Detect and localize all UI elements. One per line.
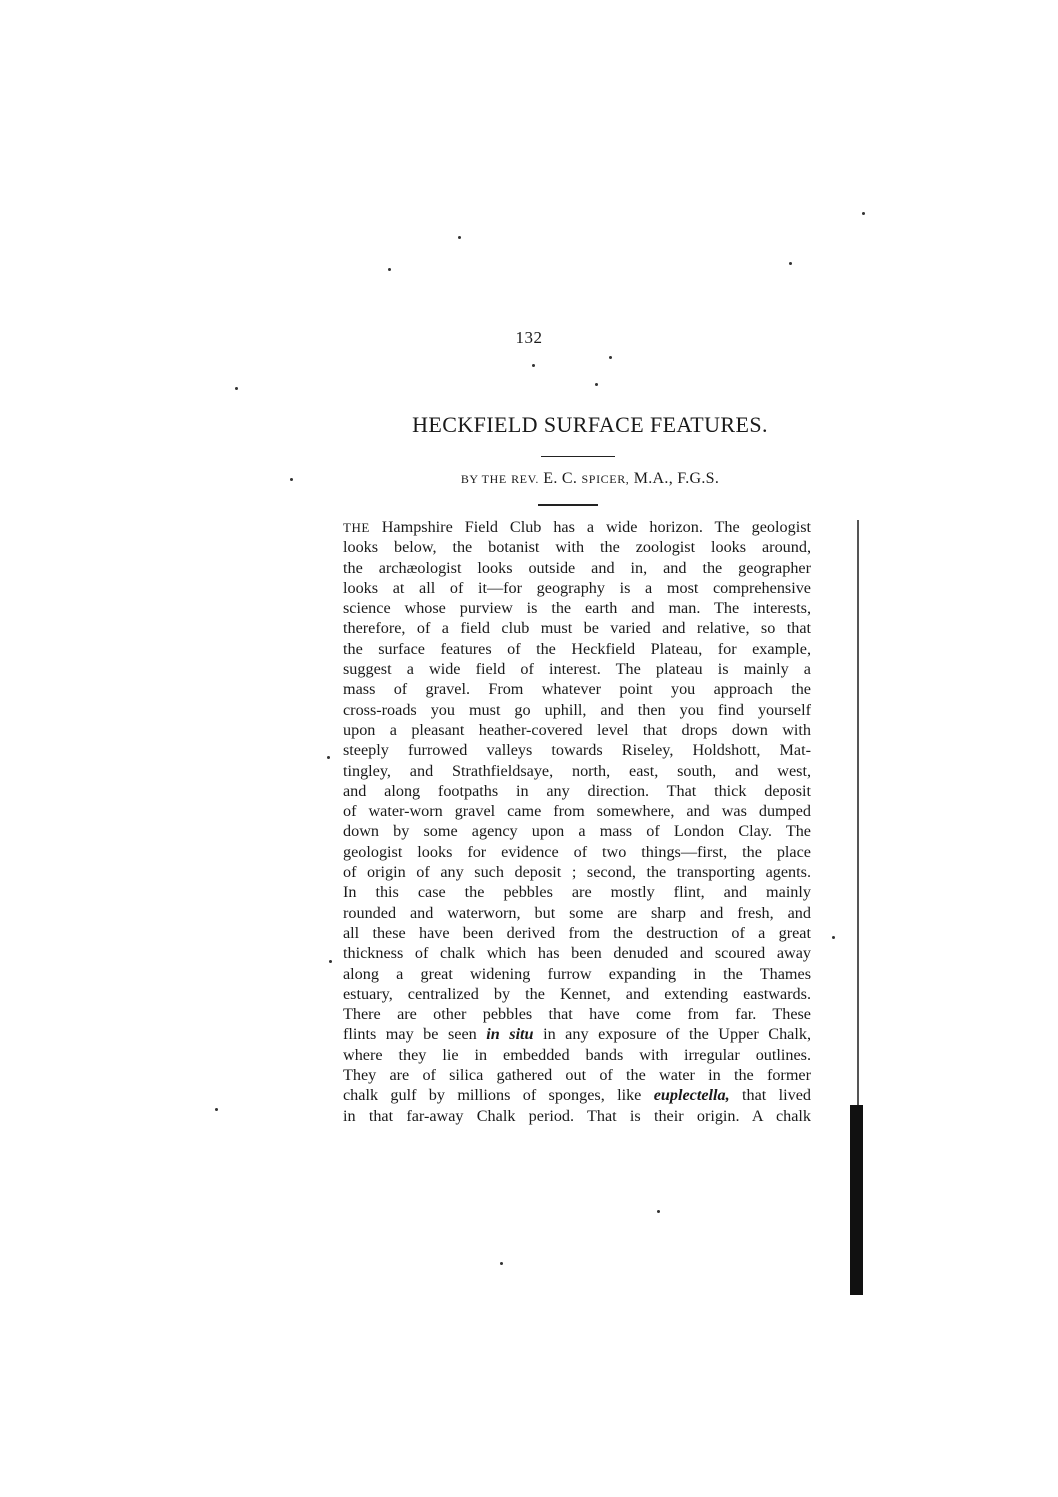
body-line: in that far-away Chalk period. That is their origin. A chalk [343,1106,811,1125]
body-line: of origin of any such deposit ; second, the transporting agents. [343,863,811,882]
byline-surname: SPICER, [581,472,630,486]
scan-speck [862,212,865,215]
scan-speck [609,356,612,359]
scan-speck [327,756,330,759]
body-line: all these have been derived from the destruction of a great [343,923,811,942]
line-text: chalk gulf by millions of sponges, like [343,1086,654,1105]
scan-speck [290,478,293,481]
line-text: Hampshire Field Club has a wide horizon. The geologist [369,518,811,536]
scan-speck [657,1210,660,1213]
body-line: the surface features of the Heckfield Plateau, for example, [343,639,811,658]
body-line: upon a pleasant heather-covered level that drops down with [343,720,811,739]
body-line: In this case the pebbles are mostly flint, and mainly [343,883,811,902]
body-line: suggest a wide field of interest. The plateau is mainly a [343,660,811,679]
scan-speck [388,268,391,271]
body-line: There are other pebbles that have come from far. These [343,1005,811,1024]
scan-edge-bar [850,1105,863,1295]
body-line: science whose purview is the earth and man. The interests, [343,599,811,618]
title-rule [541,456,615,457]
body-line: of water-worn gravel came from somewhere, and was dumped [343,802,811,821]
line-text: in any exposure of the Upper Chalk, [533,1025,811,1044]
scan-speck [458,236,461,239]
body-line: along a great widening furrow expanding in the Thames [343,964,811,983]
body-line: geologist looks for evidence of two things—first, the place [343,842,811,861]
body-line [343,1024,811,1044]
italic-term: in situ [486,1025,534,1044]
body-line: cross-roads you must go uphill, and then you find yourself [343,700,811,719]
scan-speck [329,960,332,963]
lead-word: THE [343,520,370,535]
byline-rule [538,504,598,506]
byline-rev: REV. [511,472,539,486]
body-line: looks below, the botanist with the zoologist looks around, [343,538,811,557]
body-line [343,517,811,537]
byline-degrees: M.A., F.G.S. [633,470,720,487]
body-line: rounded and waterworn, but some are sharp and fresh, and [343,903,811,922]
body-line: thickness of chalk which has been denuded and scoured away [343,944,811,963]
article-body [343,517,811,1126]
body-line: They are of silica gathered out of the water in the former [343,1066,811,1085]
byline [380,470,800,488]
scan-speck [235,387,238,390]
body-line: tingley, and Strathfieldsaye, north, east, south, and west, [343,761,811,780]
body-line: therefore, of a field club must be varied and relative, so that [343,619,811,638]
scan-speck [832,936,835,939]
body-line: estuary, centralized by the Kennet, and extending eastwards. [343,984,811,1003]
body-line: the archæologist looks outside and in, and the geographer [343,558,811,577]
italic-term: euplectella, [653,1086,730,1105]
body-line: steeply furrowed valleys towards Riseley, Holdshott, Mat- [343,741,811,760]
body-line: and along footpaths in any direction. That thick deposit [343,781,811,800]
body-line: down by some agency upon a mass of London Clay. The [343,822,811,841]
byline-prefix: BY THE [460,472,507,486]
body-line: where they lie in embedded bands with irregular outlines. [343,1045,811,1064]
article-title: HECKFIELD SURFACE FEATURES. [412,412,768,437]
body-line: mass of gravel. From whatever point you approach the [343,680,811,699]
body-line [343,1085,811,1105]
scan-speck [595,383,598,386]
byline-initials: E. C. [543,470,578,487]
scan-speck [215,1108,218,1111]
scan-speck [789,262,792,265]
body-line: looks at all of it—for geography is a most comprehensive [343,578,811,597]
line-text: flints may be seen [343,1025,487,1044]
scan-speck [532,364,535,367]
scan-speck [500,1262,503,1265]
scan-edge-thin [857,520,859,1110]
page-number: 132 [515,328,543,347]
line-text: that lived [729,1086,812,1105]
